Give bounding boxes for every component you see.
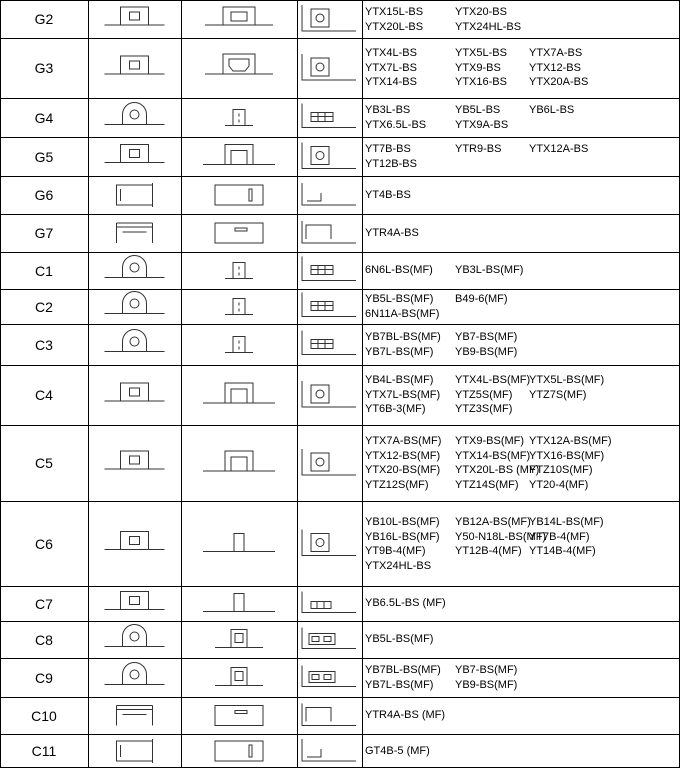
battery-model: YTR4A-BS [365, 227, 419, 239]
model-line [365, 20, 677, 35]
terminal-code: C7 [35, 595, 53, 612]
front-view-drawing [88, 658, 181, 697]
side-view-drawing [181, 98, 297, 137]
model-line [365, 345, 677, 360]
trapezoid-hole-icon [181, 38, 297, 98]
side-view-drawing [181, 621, 297, 658]
row-divider [0, 697, 680, 698]
battery-model-list [365, 632, 677, 647]
top-view-drawing [297, 214, 362, 252]
battery-model: YT20-4(MF) [529, 478, 589, 491]
table-row [0, 214, 680, 252]
battery-model: YB7L-BS(MF) [365, 678, 434, 691]
side-view-drawing [181, 289, 297, 324]
row-divider [0, 658, 680, 659]
model-line [365, 559, 677, 574]
battery-model: YTX24HL-BS [365, 559, 432, 572]
flag-tab-icon [181, 324, 297, 365]
row-divider [0, 586, 680, 587]
slot-horizontal-icon [181, 697, 297, 734]
round-tab-icon [88, 658, 181, 697]
battery-model-list [365, 46, 677, 90]
front-view-drawing [88, 501, 181, 586]
battery-model-list [365, 330, 677, 359]
battery-model: YB6L-BS [529, 104, 575, 116]
terminal-code: G5 [34, 148, 54, 165]
side-view-drawing [181, 425, 297, 501]
table-row [0, 252, 680, 289]
round-tab-icon [88, 324, 181, 365]
slot-horizontal-icon [181, 214, 297, 252]
model-line [365, 434, 677, 449]
battery-model: YTZ5S(MF) [455, 388, 513, 401]
battery-model: YB6.5L-BS (MF) [365, 597, 446, 609]
top-view-drawing [297, 501, 362, 586]
battery-model: YTX20A-BS [529, 76, 589, 88]
model-line [365, 596, 677, 611]
top-view-drawing [297, 98, 362, 137]
battery-model: YTX14-BS(MF) [455, 449, 531, 462]
battery-model: YB3L-BS(MF) [455, 264, 524, 276]
top-view-drawing [297, 621, 362, 658]
row-divider [0, 621, 680, 622]
battery-model: YB3L-BS [365, 104, 411, 116]
battery-model: YTX6.5L-BS [365, 118, 427, 131]
battery-model: YB5L-BS(MF) [365, 293, 434, 305]
model-line [365, 708, 677, 723]
side-view-drawing [181, 324, 297, 365]
side-view-drawing [181, 214, 297, 252]
round-tab-icon [88, 252, 181, 289]
front-view-drawing [88, 425, 181, 501]
top-view-drawing [297, 734, 362, 768]
model-line [365, 226, 677, 241]
battery-model: YTX14-BS [365, 76, 417, 88]
terminal-code: G4 [34, 109, 54, 126]
terminal-code: G2 [34, 11, 54, 27]
top-view-drawing [297, 38, 362, 98]
model-line [365, 307, 677, 322]
terminal-box-icon [88, 38, 181, 98]
top-view-drawing [297, 252, 362, 289]
grid-block-icon [297, 324, 362, 365]
side-view-drawing [181, 365, 297, 425]
model-line [365, 292, 677, 307]
table-row [0, 365, 680, 425]
column-divider [297, 0, 298, 768]
battery-model: YTX4L-BS [365, 47, 417, 59]
post-square-icon [297, 425, 362, 501]
battery-model: YTX20-BS [455, 6, 507, 18]
table-row [0, 734, 680, 768]
top-view-drawing [297, 425, 362, 501]
round-tab-icon [88, 98, 181, 137]
battery-model-list [365, 663, 677, 692]
table-row [0, 697, 680, 734]
battery-model-list [365, 188, 677, 203]
front-view-drawing [88, 38, 181, 98]
double-square-icon [297, 658, 362, 697]
battery-model: YT14B-4(MF) [529, 545, 596, 557]
front-view-drawing [88, 0, 181, 38]
row-divider [0, 38, 680, 39]
battery-model: YTX4L-BS(MF) [455, 374, 531, 386]
table-row [0, 324, 680, 365]
battery-model: YTX20-BS(MF) [365, 464, 441, 476]
terminal-code: G3 [34, 60, 54, 76]
column-divider [181, 0, 182, 768]
top-view-drawing [297, 658, 362, 697]
battery-model: YB9-BS(MF) [455, 678, 518, 691]
battery-model: 6N6L-BS(MF) [365, 264, 433, 276]
terminal-code: C3 [35, 336, 53, 353]
battery-model: YB5L-BS [455, 104, 501, 116]
battery-model: YT7B-BS [365, 143, 411, 155]
row-divider [0, 98, 680, 99]
top-view-drawing [297, 365, 362, 425]
open-box-icon [297, 697, 362, 734]
row-divider [0, 501, 680, 502]
model-line [365, 515, 677, 530]
flag-tab-icon [181, 289, 297, 324]
front-view-drawing [88, 697, 181, 734]
battery-model: 6N11A-BS(MF) [365, 307, 440, 320]
top-view-drawing [297, 137, 362, 176]
table-row [0, 586, 680, 621]
side-view-drawing [181, 586, 297, 621]
column-divider [0, 0, 1, 768]
round-tab-icon [88, 621, 181, 658]
battery-model: YTX7A-BS [529, 47, 583, 59]
row-divider [0, 137, 680, 138]
post-square-icon [297, 365, 362, 425]
battery-model-list [365, 226, 677, 241]
model-line [365, 388, 677, 403]
battery-model: YTX20L-BS (MF) [455, 464, 540, 476]
front-view-drawing [88, 214, 181, 252]
terminal-code: G6 [34, 187, 54, 203]
battery-model-list [365, 263, 677, 278]
narrow-frame-icon [181, 501, 297, 586]
model-line [365, 46, 677, 61]
battery-model: YB5L-BS(MF) [365, 633, 434, 645]
battery-model: YB7BL-BS(MF) [365, 664, 441, 676]
battery-model: YTX15L-BS [365, 6, 424, 18]
terminal-code: C4 [35, 387, 53, 403]
battery-model: YTZ12S(MF) [365, 478, 429, 491]
front-view-drawing [88, 176, 181, 214]
model-line [365, 118, 677, 133]
battery-model-list [365, 596, 677, 611]
battery-model-list [365, 515, 677, 573]
table-row [0, 176, 680, 214]
front-view-drawing [88, 98, 181, 137]
round-tab-icon [88, 289, 181, 324]
terminal-box-icon [88, 425, 181, 501]
model-line [365, 263, 677, 278]
battery-model: Y50-N18L-BS(MF) [455, 530, 547, 543]
model-line [365, 188, 677, 203]
terminal-code: C8 [35, 631, 53, 648]
square-hole-icon [181, 0, 297, 38]
battery-model: YT12B-BS [365, 157, 417, 170]
battery-model: YT4B-BS [365, 189, 411, 201]
front-view-drawing [88, 252, 181, 289]
battery-model-list [365, 708, 677, 723]
front-view-drawing [88, 586, 181, 621]
battery-model: YTZ14S(MF) [455, 478, 519, 491]
battery-model: YB7-BS(MF) [455, 331, 518, 343]
battery-model: YT9B-4(MF) [365, 545, 426, 557]
post-square-icon [297, 137, 362, 176]
grid-block-icon [297, 252, 362, 289]
plate-box-icon [88, 697, 181, 734]
top-view-drawing [297, 0, 362, 38]
terminal-box-icon [88, 137, 181, 176]
table-row [0, 621, 680, 658]
battery-model: YTX9-BS [455, 61, 501, 74]
post-square-icon [297, 0, 362, 38]
model-line [365, 449, 677, 464]
terminal-code: C1 [35, 262, 53, 279]
wide-frame-icon [181, 365, 297, 425]
row-divider [0, 214, 680, 215]
model-line [365, 530, 677, 545]
battery-model-list [365, 5, 677, 34]
grid-block-icon [297, 98, 362, 137]
battery-model: YTZ3S(MF) [455, 403, 513, 415]
battery-model: YTX7L-BS [365, 61, 417, 74]
open-box-icon [297, 214, 362, 252]
table-row [0, 137, 680, 176]
column-divider [88, 0, 89, 768]
battery-model: YTR4A-BS (MF) [365, 709, 446, 721]
battery-model: YB10L-BS(MF) [365, 516, 440, 528]
terminal-box-icon [88, 501, 181, 586]
side-view-drawing [181, 501, 297, 586]
row-divider [0, 324, 680, 325]
battery-model: YT7B-4(MF) [529, 530, 590, 543]
battery-model: YTX5L-BS(MF) [529, 374, 605, 386]
row-divider [0, 734, 680, 735]
battery-model-list [365, 103, 677, 132]
battery-model: YT12B-4(MF) [455, 545, 522, 557]
low-step-icon [297, 176, 362, 214]
wide-frame-icon [181, 425, 297, 501]
model-line [365, 678, 677, 693]
top-view-drawing [297, 289, 362, 324]
side-view-drawing [181, 0, 297, 38]
side-view-drawing [181, 658, 297, 697]
terminal-code: G7 [34, 225, 54, 241]
terminal-box-icon [88, 0, 181, 38]
battery-model: YB7BL-BS(MF) [365, 331, 441, 343]
model-line [365, 61, 677, 76]
table-row [0, 425, 680, 501]
narrow-square-icon [181, 621, 297, 658]
wide-frame-icon [181, 137, 297, 176]
table-row [0, 289, 680, 324]
terminal-code: C2 [35, 298, 53, 315]
battery-model-list [365, 373, 677, 417]
narrow-square-icon [181, 658, 297, 697]
narrow-frame-icon [181, 586, 297, 621]
top-view-drawing [297, 697, 362, 734]
battery-model: YT6B-3(MF) [365, 403, 426, 415]
model-line [365, 142, 677, 157]
battery-model: YB7L-BS(MF) [365, 345, 434, 358]
side-view-drawing [181, 38, 297, 98]
column-divider [362, 0, 363, 768]
model-line [365, 663, 677, 678]
row-divider [0, 176, 680, 177]
bracket-box-icon [88, 176, 181, 214]
battery-model: YTR9-BS [455, 143, 502, 155]
top-view-drawing [297, 176, 362, 214]
battery-model: YTZ10S(MF) [529, 464, 593, 476]
battery-model: YB14L-BS(MF) [529, 516, 604, 528]
front-view-drawing [88, 621, 181, 658]
front-view-drawing [88, 324, 181, 365]
model-line [365, 463, 677, 478]
terminal-code: C9 [35, 669, 53, 686]
model-line [365, 75, 677, 90]
model-line [365, 744, 677, 759]
model-line [365, 373, 677, 388]
battery-model: YTX16-BS [455, 76, 507, 88]
side-view-drawing [181, 252, 297, 289]
battery-model: B49-6(MF) [455, 293, 508, 305]
flag-tab-icon [181, 98, 297, 137]
battery-model: YTX16-BS(MF) [529, 449, 605, 462]
plate-box-icon [88, 214, 181, 252]
row-divider [0, 365, 680, 366]
battery-model-list [365, 744, 677, 759]
battery-model-list [365, 434, 677, 492]
table-row [0, 38, 680, 98]
battery-model: YTX12-BS(MF) [365, 449, 441, 462]
row-divider [0, 425, 680, 426]
front-view-drawing [88, 365, 181, 425]
model-line [365, 330, 677, 345]
battery-model: YTZ7S(MF) [529, 388, 587, 401]
slot-vertical-icon [181, 176, 297, 214]
front-view-drawing [88, 734, 181, 768]
terminal-code: C5 [35, 455, 53, 471]
battery-model: YTX7L-BS(MF) [365, 388, 441, 401]
battery-model: YTX9-BS(MF) [455, 435, 525, 447]
grid-small-icon [297, 586, 362, 621]
top-view-drawing [297, 324, 362, 365]
side-view-drawing [181, 137, 297, 176]
side-view-drawing [181, 697, 297, 734]
slot-vertical-icon [181, 734, 297, 768]
battery-model: YTX12-BS [529, 61, 581, 74]
model-line [365, 402, 677, 417]
battery-model: YB16L-BS(MF) [365, 530, 440, 543]
side-view-drawing [181, 734, 297, 768]
model-line [365, 632, 677, 647]
terminal-code: C11 [31, 743, 57, 759]
terminal-code: C6 [35, 535, 53, 552]
front-view-drawing [88, 289, 181, 324]
battery-model: YTX7A-BS(MF) [365, 435, 442, 447]
battery-model-list [365, 292, 677, 321]
model-line [365, 103, 677, 118]
row-divider [0, 0, 680, 1]
model-line [365, 478, 677, 493]
double-square-icon [297, 621, 362, 658]
low-step-icon [297, 734, 362, 768]
terminal-code: C10 [31, 707, 57, 724]
table-row [0, 501, 680, 586]
battery-model: YTX24HL-BS [455, 20, 522, 33]
battery-model: YTX20L-BS [365, 20, 424, 33]
post-square-icon [297, 38, 362, 98]
battery-model: YTX5L-BS [455, 47, 507, 59]
battery-model: GT4B-5 (MF) [365, 745, 430, 757]
table-row [0, 0, 680, 38]
flag-tab-icon [181, 252, 297, 289]
battery-model: YB12A-BS(MF) [455, 516, 531, 528]
battery-model: YTX12A-BS(MF) [529, 435, 612, 447]
side-view-drawing [181, 176, 297, 214]
top-view-drawing [297, 586, 362, 621]
terminal-box-icon [88, 365, 181, 425]
battery-model: YB9-BS(MF) [455, 345, 518, 358]
row-divider [0, 252, 680, 253]
front-view-drawing [88, 137, 181, 176]
battery-model: YB4L-BS(MF) [365, 374, 434, 386]
table-row [0, 98, 680, 137]
terminal-box-icon [88, 586, 181, 621]
battery-model: YTX12A-BS [529, 143, 589, 155]
row-divider [0, 289, 680, 290]
grid-block-icon [297, 289, 362, 324]
model-line [365, 5, 677, 20]
bracket-box-icon [88, 734, 181, 768]
table-row [0, 658, 680, 697]
battery-model: YTX9A-BS [455, 118, 509, 131]
model-line [365, 544, 677, 559]
model-line [365, 157, 677, 172]
battery-model: YB7-BS(MF) [455, 664, 518, 676]
battery-model-list [365, 142, 677, 171]
post-square-icon [297, 501, 362, 586]
